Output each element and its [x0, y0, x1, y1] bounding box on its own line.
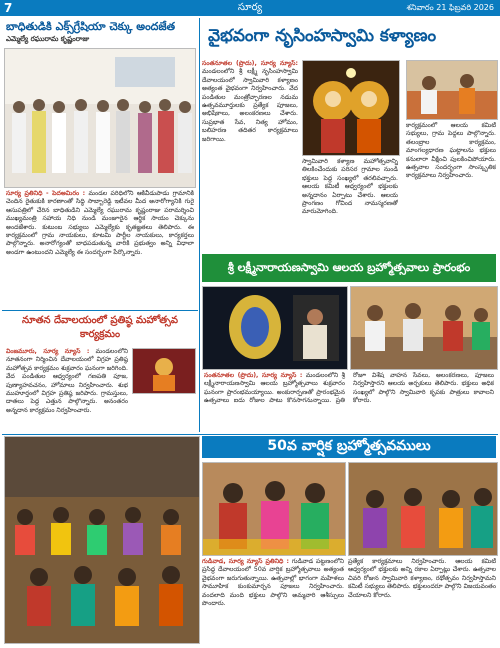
- story5-banner: 50వ వార్షిక బ్రహ్మోత్సవములు: [202, 436, 496, 458]
- story4-headline: నూతన దేవాలయంలో ప్రతిష్ఠ మహోత్సవ కార్యక్రమం: [22, 315, 178, 340]
- story3-text: మండలంలోని శ్రీ లక్ష్మీనారాయణస్వామి ఆలయ బ్రహ్మోత్సవాలు శుక్రవారం ఘనంగా ప్రారంభమయ్యాయి. అంకురార్పణతో ప్రారంభమైన ఉత్సవాలు ఐదు రోజుల పాటు కొనసాగనున్నాయి. ప్రతి రోజూ విశేష వాహన సేవలు, అలంకరణలు, పూజలు నిర్వహిస్తారని ఆలయ అర్చకులు తెలిపారు. భక్తులు అధిక సంఖ్యలో పాల్గొని స్వామివారి కృపకు పాత్రులు కావాలని కోరారు.: [204, 372, 494, 405]
- story3-body: [204, 372, 494, 430]
- story5-photo-women: [202, 462, 346, 556]
- story3-photo-priests: [350, 286, 498, 370]
- page-number: 7: [4, 1, 13, 15]
- story2-photo-deity: [302, 60, 400, 156]
- story1-byline: సూర్య ప్రతినిధి - పెదఅమిరం :: [6, 190, 86, 197]
- story-lakshminarayana: [200, 252, 498, 432]
- story2-text-col1: మండలంలోని శ్రీ లక్ష్మీ నృసింహస్వామి దేవాలయంలో స్వామివారి కళ్యాణం అత్యంత వైభవంగా నిర్వహించారు. వేద పండితుల మంత్రోచ్ఛారణల నడుమ ఉత్సవమూర్తులకు ప్రత్యేక పూజలు, అభిషేకాలు, అలంకరణలు చేశారు. సుప్రభాత సేవ, నిత్య హోమం, బలిహరణ తదితర కార్యక్రమాలు జరిగాయి.: [202, 68, 298, 143]
- story1-subhead: ఎమ్మెల్యే రఘురామ కృష్ణంరాజు: [6, 35, 90, 43]
- story5-text-col1: గుడివాడ పట్టణంలోని ప్రసిద్ధ దేవాలయంలో 50వ వార్షిక బ్రహ్మోత్సవాలు అత్యంత వైభవంగా జరుగుతున్నాయి. ఉత్సవాల్లో భాగంగా మహిళలు సామూహిక కుంకుమార్చన పూజలు నిర్వహించారు. వందలాది మంది భక్తులు పాల్గొని అమ్మవారి ఆశీస్సులు పొందారు.: [202, 558, 344, 608]
- story4-photo-idol: [132, 348, 196, 394]
- story-chequedistribution: [2, 18, 198, 308]
- story-50th-brahmotsavam: [2, 436, 498, 646]
- story2-col1: [202, 60, 298, 246]
- idol-photo-image: [203, 287, 347, 369]
- story1-photo: [4, 48, 196, 188]
- page-header: [0, 0, 500, 16]
- story-narasimha-kalyanam: [200, 18, 498, 250]
- story2-headline: వైభవంగా నృసింహస్వామి కళ్యాణం: [208, 26, 437, 46]
- story5-photo-crowd-left: [4, 436, 200, 644]
- group-photo-image: [5, 49, 195, 187]
- masthead: సూర్య: [237, 2, 263, 13]
- story3-byline: సంతనూతల (ప్రొదు), సూర్య న్యూస్ :: [204, 372, 303, 379]
- seated-devotees-image: [349, 463, 497, 555]
- story4-body: [6, 348, 128, 434]
- priests-photo-image: [351, 287, 497, 369]
- story5-text-col2: ప్రత్యేక కార్యక్రమాలు నిర్వహించారు. ఆలయ కమిటీ ఆధ్వర్యంలో భక్తులకు అన్ని రకాల ఏర్పాట్లు చేశారు. ఉత్సవాల చివరి రోజున స్వామివారి కళ్యాణం, రథోత్సవం నిర్వహిస్తామని కమిటీ సభ్యులు తెలిపారు. భక్తులందరూ పాల్గొని విజయవంతం చేయాలని కోరారు.: [348, 558, 496, 599]
- story2-text-col3: కార్యక్రమంలో ఆలయ కమిటీ సభ్యులు, గ్రామ పెద్దలు పాల్గొన్నారు. తలంబ్రాల కార్యక్రమం, మాంగల్యధారణ ఘట్టాలను భక్తులు కనులారా వీక్షించి పులకించిపోయారు. ఉత్సవాల సందర్భంగా సాంస్కృతిక కార్యక్రమాలు నిర్వహించారు.: [406, 122, 496, 180]
- story2-col3: [406, 122, 496, 246]
- row-divider-left: [2, 310, 198, 311]
- ritual-photo-image: [407, 61, 497, 119]
- edition-date: శనివారం 21 ఫిబ్రవరి 2026: [406, 3, 494, 12]
- story2-col2: [302, 158, 398, 246]
- story-new-temple: [2, 312, 198, 436]
- story5-col2: [348, 558, 496, 644]
- story5-photo-seated: [348, 462, 498, 556]
- story2-byline: సంతనూతల (ప్రొదు), సూర్య న్యూస్:: [202, 60, 298, 67]
- story5-col1: [202, 558, 344, 644]
- story1-headline: బాధితుడికి ఎక్స్‌గ్రేషియా చెక్కు అందజేత: [6, 20, 176, 33]
- story1-text: మండల పరిధిలోని ఆకివీడుపాడు గ్రామానికి చెందిన రైతుకుకి కారణాంతో సిద్ధి సాబ్బారెడ్డి ఇటీవల మీద అనారోగ్యానికి గురై ఆసుపత్రిలో చేరిన బాధితుడిని ఎమ్మెల్యే రఘురామ కృష్ణంరాజు పరామర్శించి ముఖ్యమంత్రి సహాయ నిధి నుండి మంజూరైన ఆర్థిక సాయం చెక్కును అందజేశారు. కుటుంబ సభ్యులు ఎమ్మెల్యేకు కృతజ్ఞతలు తెలిపారు. ఈ కార్యక్రమంలో గ్రామ నాయకులు, కూటమి పార్టీల నాయకులు, కార్యకర్తలు పాల్గొన్నారు. అనారోగ్యంతో బాధపడుతున్న వారికి ప్రభుత్వం అన్ని విధాలా అండగా ఉంటుందని ఎమ్మెల్యే ఈ సందర్భంగా పేర్కొన్నారు.: [6, 190, 194, 256]
- story2-text-col2: స్వామివారి కళ్యాణ మహోత్సవాన్ని తిలకించేందుకు పరిసర గ్రామాల నుండి భక్తులు పెద్ద సంఖ్యలో తరలివచ్చారు. ఆలయ కమిటీ ఆధ్వర్యంలో భక్తులకు అన్నదానం ఏర్పాటు చేశారు. ఆలయ ప్రాంగణం గోవింద నామస్మరణతో మారుమోగింది.: [302, 158, 398, 216]
- temple-idol-image: [133, 349, 195, 393]
- column-divider: [199, 18, 200, 432]
- story1-body: [6, 190, 194, 306]
- story4-text: మండలంలోని నూతనంగా నిర్మించిన దేవాలయంలో విగ్రహ ప్రతిష్ఠ మహోత్సవ కార్యక్రమం శుక్రవారం ఘనంగా జరిగింది. వేద పండితుల ఆధ్వర్యంలో గణపతి పూజ, పుణ్యాహవచనం, హోమాలు నిర్వహించారు. శుభ ముహూర్తంలో విగ్రహ ప్రతిష్ఠ జరిపారు. గ్రామస్తులు, దాతలు పెద్ద ఎత్తున పాల్గొన్నారు. అనంతరం అన్నదాన కార్యక్రమం నిర్వహించారు.: [6, 348, 128, 414]
- women-puja-image: [203, 463, 345, 555]
- deity-photo-image: [303, 61, 399, 155]
- devotees-crowd-image: [5, 437, 199, 643]
- row-divider-bottom: [2, 434, 498, 435]
- story3-photo-idol: [202, 286, 348, 370]
- story2-photo-ritual: [406, 60, 498, 120]
- story3-banner: శ్రీ లక్ష్మీనారాయణస్వామి ఆలయ బ్రహ్మోత్సవాలు ప్రారంభం: [202, 254, 496, 282]
- story5-byline: గుడివాడ, సూర్య న్యూస్ ప్రతినిధి :: [202, 558, 289, 565]
- story4-byline: వింజమూరు, సూర్య న్యూస్ :: [6, 348, 90, 355]
